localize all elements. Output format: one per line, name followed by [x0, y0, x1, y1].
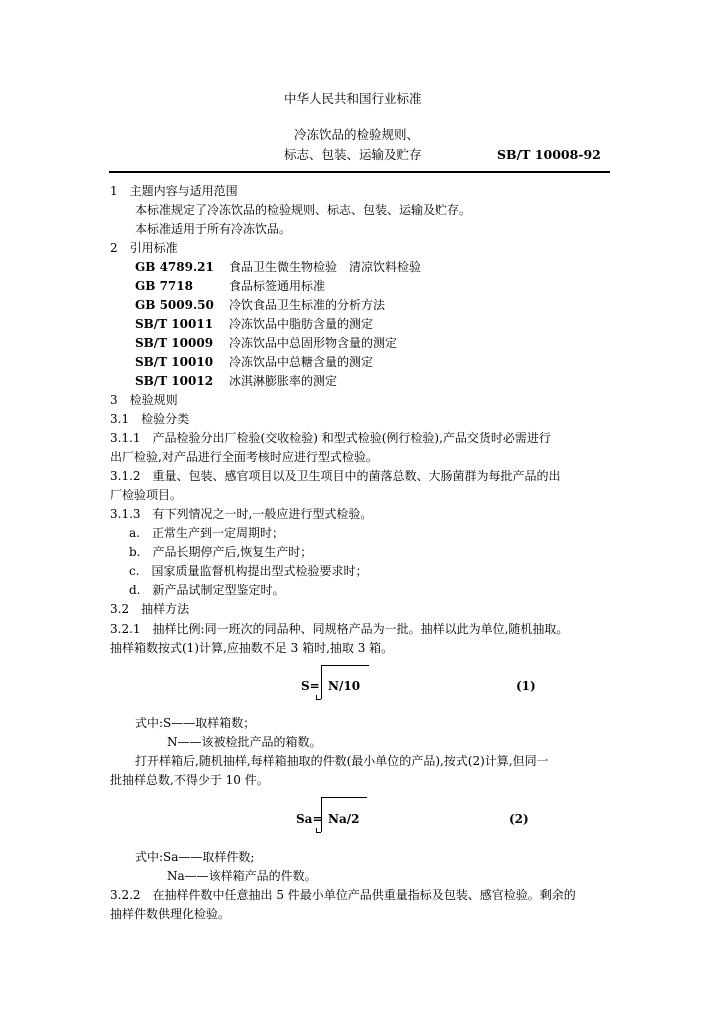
sec1-p1: 本标准规定了冷冻饮品的检验规则、标志、包装、运输及贮存。	[135, 203, 472, 217]
sec311-line1: 3.1.1 产品检验分出厂检验(交收检验) 和型式检验(例行检验),产品交货时必需进行	[110, 431, 551, 445]
standard-org: 中华人民共和国行业标准	[284, 91, 422, 106]
formula1-radicand: N/10	[328, 679, 361, 693]
formula1-where-1: 式中:S——取样箱数；	[135, 716, 256, 730]
reference-title: 冷饮食品卫生标准的分析方法	[229, 298, 386, 312]
sec312-line2: 厂检验项目。	[110, 488, 183, 502]
reference-title: 冷冻饮品中脂肪含量的测定	[229, 317, 374, 331]
sec3-heading: 3 检验规则	[110, 393, 178, 407]
list-item-a: a. 正常生产到一定周期时；	[129, 526, 284, 540]
reference-title: 冰淇淋膨胀率的测定	[229, 374, 338, 388]
formula2-radicand: Na/2	[328, 812, 360, 826]
reference-code: SB/T 10010	[135, 355, 214, 369]
formula2-number: (2)	[509, 812, 529, 826]
sec321-line2: 抽样箱数按式(1)计算,应抽数不足 3 箱时,抽取 3 箱。	[110, 641, 394, 655]
header-rule	[109, 171, 610, 173]
list-item-d: d. 新产品试制定型鉴定时。	[129, 583, 285, 597]
sec32-heading: 3.2 抽样方法	[110, 602, 190, 616]
formula1-lhs: S=	[301, 679, 320, 693]
sec321-line1: 3.2.1 抽样比例:同一班次的同品种、同规格产品为一批。抽样以此为单位,随机抽取。	[110, 622, 569, 636]
list-item-b: b. 产品长期停产后,恢复生产时；	[129, 545, 313, 559]
sec322-line1: 3.2.2 在抽样件数中任意抽出 5 件最小单位产品供重量指标及包装、感官检验。剩余的	[110, 888, 576, 902]
sec313-heading: 3.1.3 有下列情况之一时,一般应进行型式检验。	[110, 507, 373, 521]
standard-code: SB/T 10008-92	[497, 147, 601, 162]
sec31-heading: 3.1 检验分类	[110, 412, 190, 426]
formula2-where-2: Na——该样箱产品的件数。	[167, 869, 317, 883]
list-item-c: c. 国家质量监督机构提出型式检验要求时；	[129, 564, 368, 578]
open-box-line1: 打开样箱后,随机抽样,每样箱抽取的件数(最小单位的产品),按式(2)计算,但同一	[135, 754, 549, 768]
reference-title: 冷冻饮品中总糖含量的测定	[229, 355, 374, 369]
title-line-1: 冷冻饮品的检验规则、	[294, 127, 420, 142]
open-box-line2: 批抽样总数,不得少于 10 件。	[110, 773, 269, 787]
reference-title: 冷冻饮品中总固形物含量的测定	[229, 336, 398, 350]
reference-code: SB/T 10012	[135, 374, 214, 388]
formula1-where-2: N——该被检批产品的箱数。	[167, 735, 322, 749]
sec322-line2: 抽样件数供理化检验。	[110, 907, 231, 921]
formula2-where-1: 式中:Sa——取样件数;	[135, 850, 255, 864]
reference-title: 食品标签通用标准	[229, 279, 326, 293]
reference-title: 食品卫生微生物检验 清凉饮料检验	[229, 260, 422, 274]
formula1-number: (1)	[516, 679, 536, 693]
reference-code: GB 7718	[135, 279, 193, 293]
sec1-p2: 本标准适用于所有冷冻饮品。	[135, 222, 292, 236]
reference-code: SB/T 10011	[135, 317, 214, 331]
sec2-heading: 2 引用标准	[110, 241, 178, 255]
sec312-line1: 3.1.2 重量、包装、感官项目以及卫生项目中的菌落总数、大肠菌群为每批产品的出	[110, 469, 561, 483]
title-line-2: 标志、包装、运输及贮存	[284, 147, 422, 162]
reference-code: SB/T 10009	[135, 336, 214, 350]
reference-code: GB 5009.50	[135, 298, 214, 312]
sec311-line2: 出厂检验,对产品进行全面考核时应进行型式检验。	[110, 450, 378, 464]
formula2-lhs: Sa=	[296, 812, 323, 826]
reference-code: GB 4789.21	[135, 260, 214, 274]
sec1-heading: 1 主题内容与适用范围	[110, 184, 238, 198]
